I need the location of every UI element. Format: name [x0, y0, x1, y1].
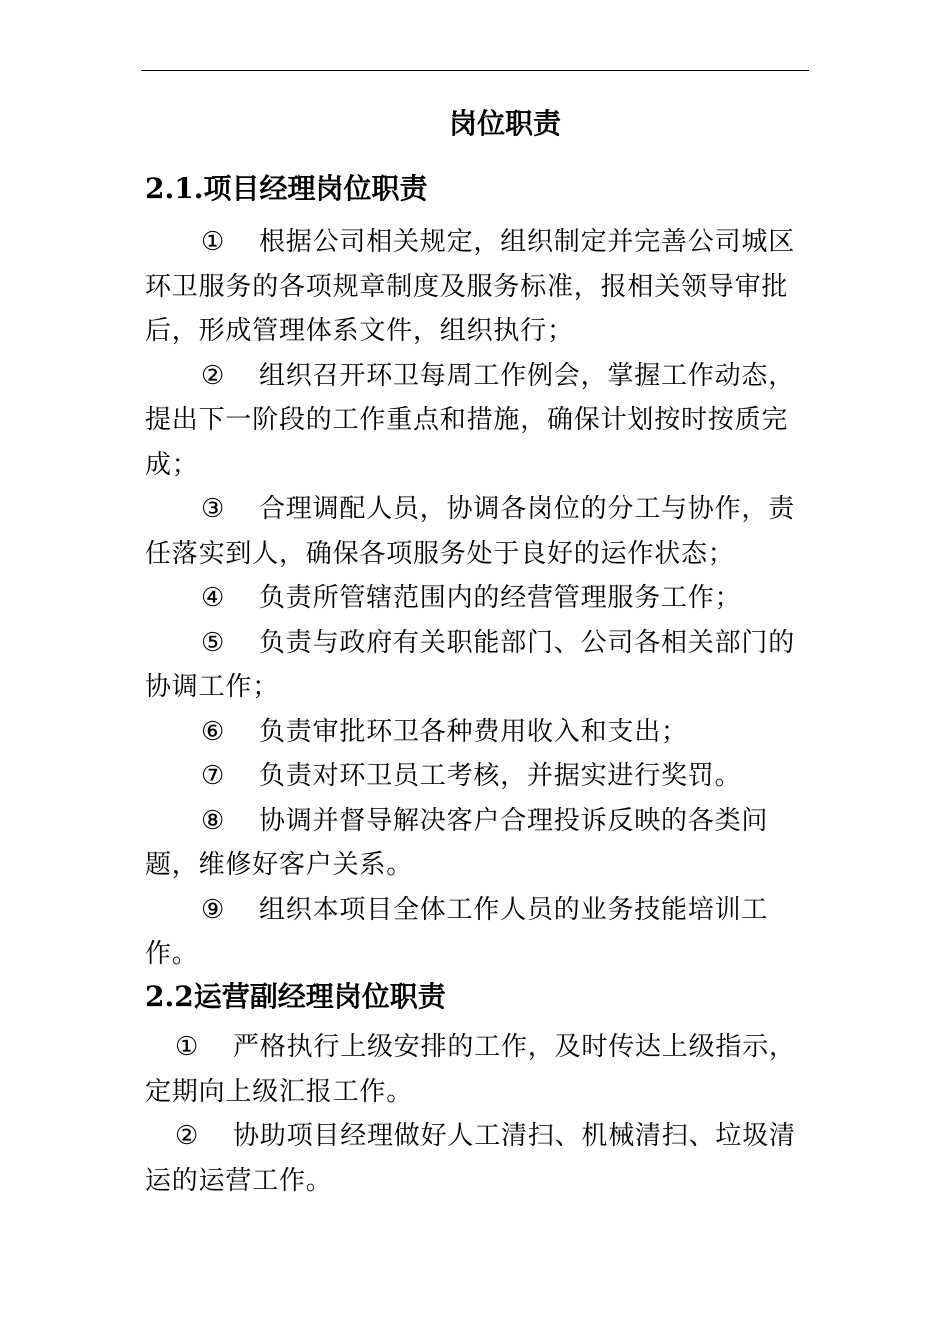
- item-text: 组织召开环卫每周工作例会，掌握工作动态，提出下一阶段的工作重点和措施，确保计划按时按质完成；: [145, 360, 796, 480]
- item-marker: ②: [201, 360, 226, 391]
- project-manager-duties-list: [145, 220, 810, 977]
- item-text: 负责所管辖范围内的经营管理服务工作；: [259, 583, 742, 613]
- item-marker: ⑥: [201, 716, 226, 747]
- item-text: 协调并督导解决客户合理投诉反映的各类问题，维修好客户关系。: [145, 805, 769, 880]
- list-item: [145, 888, 810, 977]
- item-marker: ⑤: [201, 627, 226, 658]
- list-item: [145, 487, 810, 576]
- item-marker: ④: [201, 583, 226, 613]
- item-marker: ①: [201, 227, 226, 257]
- operations-deputy-duties-list: [145, 1025, 810, 1203]
- item-text: 负责对环卫员工考核，并据实进行奖罚。: [259, 761, 742, 791]
- item-text: 负责审批环卫各种费用收入和支出；: [259, 716, 688, 747]
- list-item: [145, 710, 810, 755]
- list-item: [145, 354, 810, 488]
- item-marker: ①: [175, 1032, 200, 1062]
- item-text: 根据公司相关规定，组织制定并完善公司城区环卫服务的各项规章制度及服务标准，报相关领导审批后，形成管理体系文件，组织执行；: [145, 227, 796, 346]
- item-text: 协助项目经理做好人工清扫、机械清扫、垃圾清运的运营工作。: [145, 1121, 796, 1196]
- list-item: [145, 1025, 810, 1114]
- item-text: 严格执行上级安排的工作，及时传达上级指示，定期向上级汇报工作。: [145, 1032, 796, 1107]
- document-page: [145, 0, 810, 1344]
- item-marker: ③: [201, 494, 226, 524]
- list-item: [145, 1114, 810, 1203]
- section-heading-project-manager: 2.1.项目经理岗位职责: [145, 172, 428, 205]
- item-text: 组织本项目全体工作人员的业务技能培训工作。: [145, 894, 769, 969]
- list-item: [145, 576, 810, 621]
- list-item: [145, 220, 810, 354]
- item-marker: ⑨: [201, 894, 226, 925]
- list-item: [145, 621, 810, 710]
- item-text: 负责与政府有关职能部门、公司各相关部门的协调工作；: [145, 627, 796, 702]
- list-item: [145, 799, 810, 888]
- item-marker: ②: [175, 1121, 200, 1151]
- document-title: 岗位职责: [448, 107, 561, 140]
- list-item: [145, 754, 810, 799]
- item-text: 合理调配人员，协调各岗位的分工与协作，责任落实到人，确保各项服务处于良好的运作状态；: [145, 494, 796, 569]
- section-heading-operations-deputy-manager: 2.2运营副经理岗位职责: [145, 980, 446, 1013]
- item-marker: ⑦: [201, 761, 226, 791]
- item-marker: ⑧: [201, 805, 226, 836]
